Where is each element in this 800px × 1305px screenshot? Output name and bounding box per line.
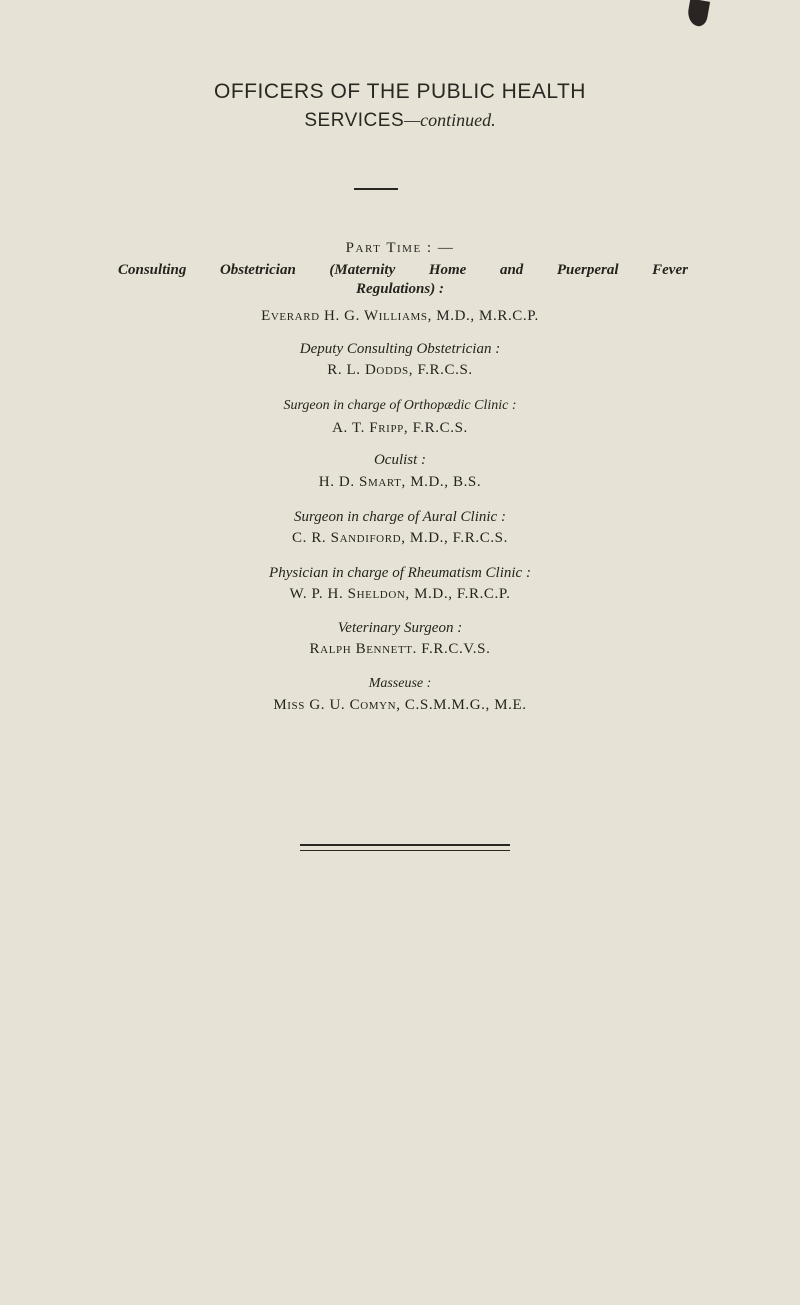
- consulting-word: Obstetrician: [219, 262, 296, 278]
- entry-person: A. T. Fripp, F.R.C.S.: [332, 420, 468, 436]
- consulting-word: Home: [428, 262, 467, 278]
- title-main: SERVICES: [304, 110, 405, 131]
- consulting-person: Everard H. G. Williams, M.D., M.R.C.P.: [261, 308, 539, 324]
- consulting-word: (Maternity: [329, 262, 396, 278]
- entry-person: R. L. Dodds, F.R.C.S.: [327, 362, 473, 378]
- entry-role: Oculist :: [373, 452, 427, 468]
- divider-double: [300, 844, 510, 851]
- consulting-role-line-2: Regulations) :: [356, 281, 444, 297]
- entry-person: Ralph Bennett. F.R.C.V.S.: [309, 641, 491, 657]
- entry-person: W. P. H. Sheldon, M.D., F.R.C.P.: [289, 586, 511, 602]
- consulting-word: Puerperal: [556, 262, 619, 278]
- title-continued-label: —continued.: [404, 110, 496, 130]
- entry-role: Veterinary Surgeon :: [337, 620, 463, 636]
- entry-role: Surgeon in charge of Aural Clinic :: [294, 509, 506, 525]
- entry-person: Miss G. U. Comyn, C.S.M.M.G., M.E.: [273, 697, 527, 713]
- consulting-role-line: [118, 262, 688, 279]
- page-title-continued: [0, 110, 800, 132]
- ink-blot-mark: [686, 0, 710, 28]
- consulting-word: Consulting: [118, 262, 187, 278]
- page-title: OFFICERS OF THE PUBLIC HEALTH: [214, 80, 586, 103]
- consulting-word: Fever: [652, 262, 688, 278]
- section-title: Part Time : —: [345, 240, 455, 256]
- entry-role: Physician in charge of Rheumatism Clinic :: [269, 565, 531, 581]
- entry-role: Surgeon in charge of Orthopædic Clinic :: [283, 398, 517, 413]
- entry-role: Deputy Consulting Obstetrician :: [299, 341, 501, 357]
- entry-role: Masseuse :: [368, 676, 432, 691]
- entry-person: C. R. Sandiford, M.D., F.R.C.S.: [292, 530, 508, 546]
- entry-person: H. D. Smart, M.D., B.S.: [318, 474, 482, 490]
- consulting-word: and: [499, 262, 524, 278]
- divider-short: [354, 188, 398, 190]
